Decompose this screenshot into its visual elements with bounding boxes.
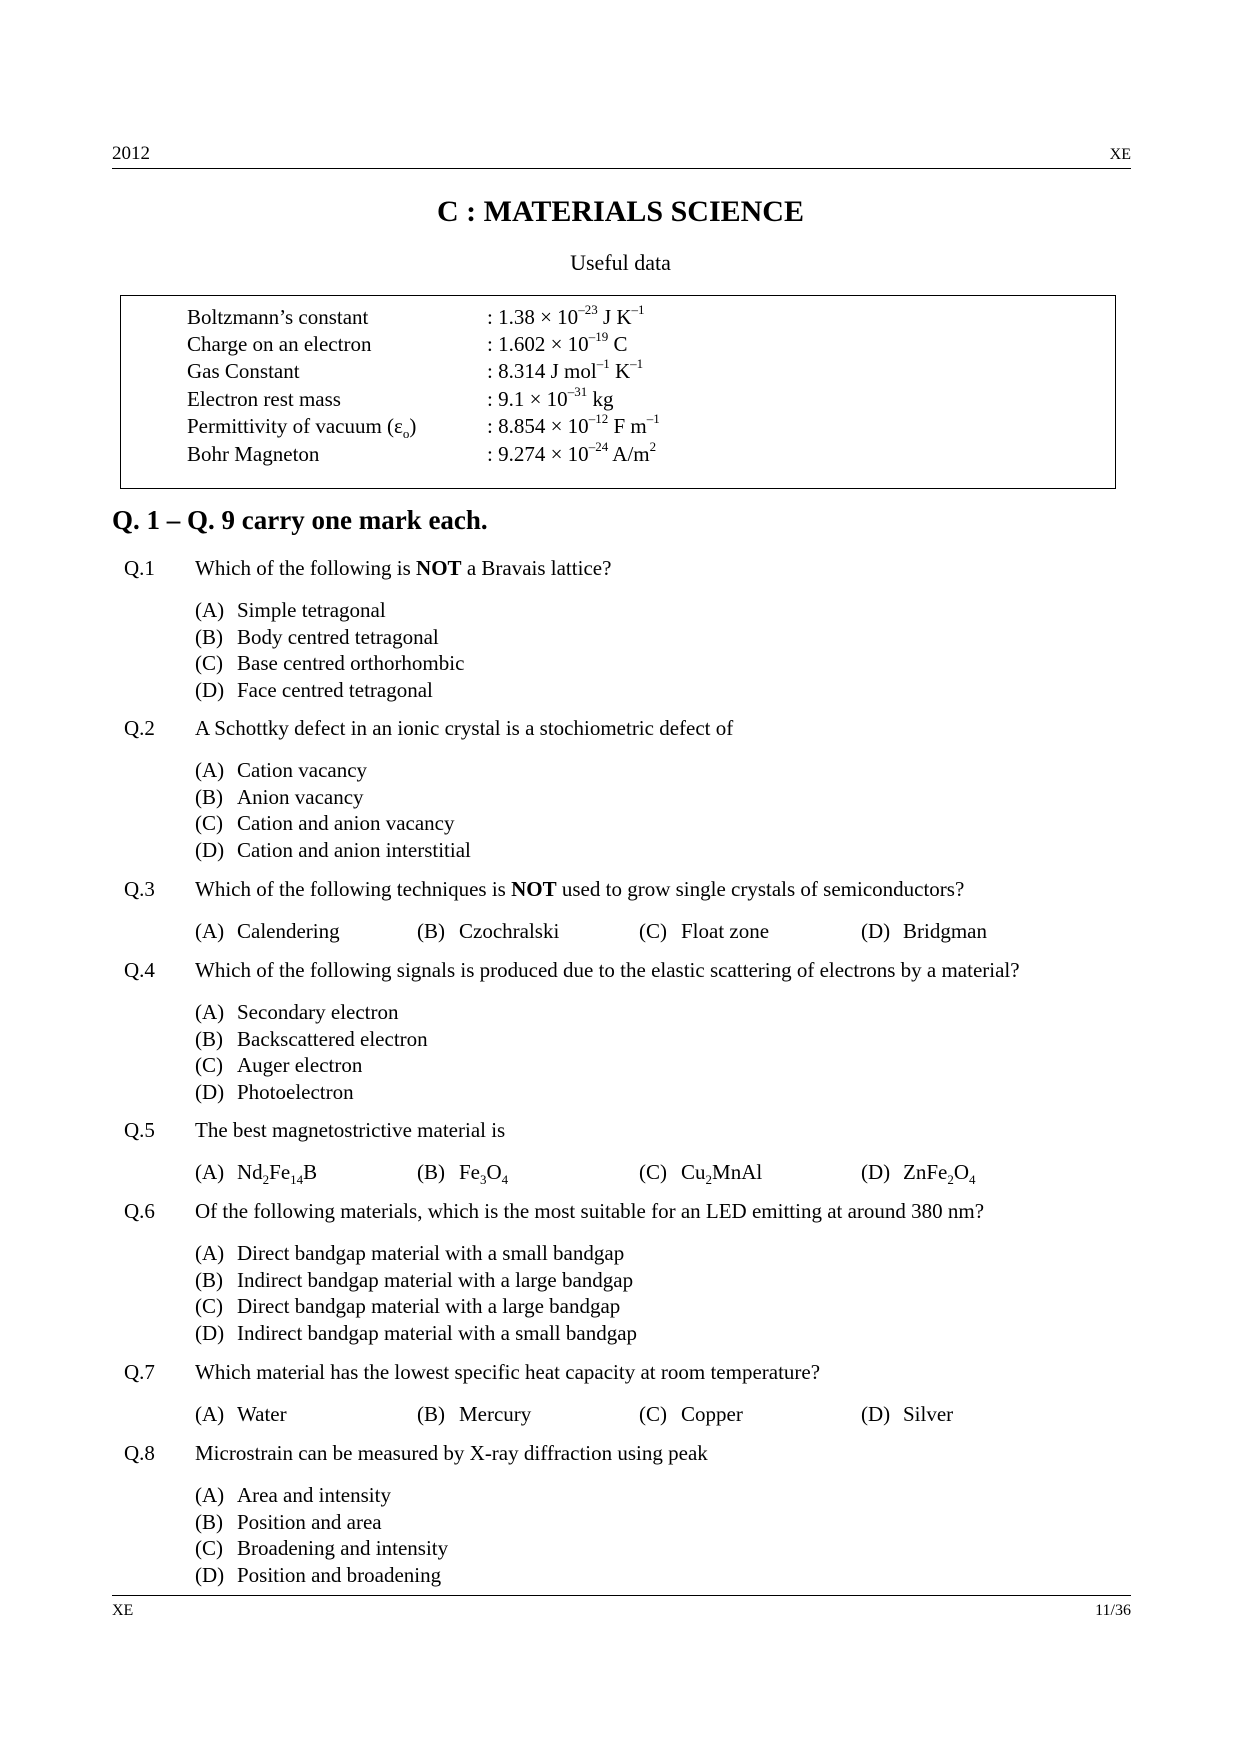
question-text: A Schottky defect in an ionic crystal is a stochiometric defect of xyxy=(195,716,734,740)
option: (B) Anion vacancy xyxy=(195,784,364,809)
question-number: Q.4 xyxy=(124,958,155,982)
constant-row xyxy=(187,439,657,467)
options-list xyxy=(195,758,471,864)
constant-value: : $9.274 \times 10^{-24}$ $A/m^2$ xyxy=(487,439,657,466)
constant-value: : $9.1 \times 10^{-31}$ kg xyxy=(487,384,614,411)
option: (D) Position and broadening xyxy=(195,1562,442,1587)
constant-name: Permittivity of vacuum $(\varepsilon_o)$ xyxy=(187,414,417,442)
option: (B) Backscattered electron xyxy=(195,1026,428,1051)
option: (D) Bridgman xyxy=(861,919,987,943)
question-text: Which material has the lowest specific heat capacity at room temperature? xyxy=(195,1360,821,1384)
question-number: Q.7 xyxy=(124,1360,155,1384)
question-number: Q.3 xyxy=(124,877,155,901)
constant-row xyxy=(187,356,644,384)
footer-paper-code: XE xyxy=(112,1602,134,1619)
option: (C) Auger electron xyxy=(195,1053,363,1077)
option: (C) Float zone xyxy=(639,919,770,943)
constant-row xyxy=(187,302,645,330)
option: (B) Indirect bandgap material with a large bandgap xyxy=(195,1267,634,1292)
useful-data-box xyxy=(120,295,1116,489)
option: (C) Cation and anion vacancy xyxy=(195,811,455,835)
question-number: Q.8 xyxy=(124,1441,155,1465)
option: (C) Base centred orthorhombic xyxy=(195,651,465,675)
option: (B) $Fe_3O_4$ xyxy=(417,1160,509,1188)
option: (C) Direct bandgap material with a large bandgap xyxy=(195,1294,621,1318)
constant-row xyxy=(187,411,660,442)
option: (D) Cation and anion interstitial xyxy=(195,837,471,862)
option: (A) Secondary electron xyxy=(195,1000,399,1024)
question-text: Which of the following techniques is NOT used to grow single crystals of semiconductors? xyxy=(195,877,965,901)
header-year: 2012 xyxy=(112,143,150,164)
option: (D) Silver xyxy=(861,1402,954,1426)
option: (D) Indirect bandgap material with a small bandgap xyxy=(195,1320,638,1345)
option: (B) Mercury xyxy=(417,1402,532,1426)
options-list xyxy=(195,598,464,704)
option: (C) Copper xyxy=(639,1402,743,1426)
constant-name: Electron rest mass xyxy=(187,387,341,411)
useful-data-heading: Useful data xyxy=(570,250,671,275)
option: (A) Cation vacancy xyxy=(195,758,368,782)
footer-page-number: 11/36 xyxy=(1095,1602,1131,1619)
option: (A) Direct bandgap material with a small bandgap xyxy=(195,1241,625,1265)
question-number: Q.5 xyxy=(124,1118,155,1142)
question-text: The best magnetostrictive material is xyxy=(195,1118,506,1142)
options-list xyxy=(195,1483,448,1589)
option: (D) Face centred tetragonal xyxy=(195,677,433,702)
footer-rule xyxy=(112,1595,1131,1596)
option: (D) $ZnFe_2O_4$ xyxy=(861,1160,976,1188)
question-text: Which of the following is NOT a Bravais lattice? xyxy=(195,556,612,580)
option: (B) Position and area xyxy=(195,1509,382,1534)
option: (C) Broadening and intensity xyxy=(195,1536,449,1560)
question-text: Which of the following signals is produced due to the elastic scattering of electrons by a material? xyxy=(195,958,1020,982)
constant-value: : $1.38 \times 10^{-23}$ J $K^{-1}$ xyxy=(487,302,645,329)
section-heading: Q. 1 – Q. 9 carry one mark each. xyxy=(112,505,488,535)
question-number: Q.1 xyxy=(124,556,155,580)
header-rule xyxy=(112,168,1131,169)
question-number: Q.6 xyxy=(124,1199,155,1223)
constant-name: Boltzmann’s constant xyxy=(187,305,369,329)
constant-value: : $8.854 \times 10^{-12}$ F $m^{-1}$ xyxy=(487,411,660,438)
option: (A) Area and intensity xyxy=(195,1483,391,1507)
constant-value: : $1.602 \times 10^{-19}$ C xyxy=(487,329,628,356)
option: (D) Photoelectron xyxy=(195,1079,354,1104)
option: (C) $Cu_2MnAl$ xyxy=(639,1160,763,1188)
question-text: Microstrain can be measured by X-ray diffraction using peak xyxy=(195,1441,708,1465)
constant-name: Charge on an electron xyxy=(187,332,372,356)
options-list xyxy=(195,1000,428,1106)
constant-value: : 8.314 J mol$^{-1}$ $K^{-1}$ xyxy=(487,356,644,383)
constant-row xyxy=(187,384,614,412)
option: (B) Czochralski xyxy=(417,919,560,943)
option: (A) Water xyxy=(195,1402,287,1426)
page-title: C : MATERIALS SCIENCE xyxy=(436,195,804,228)
header-paper-code: XE xyxy=(1109,146,1131,163)
constant-row xyxy=(187,329,628,357)
option: (A) $Nd_2Fe_{14}B$ xyxy=(195,1160,318,1188)
option: (A) Calendering xyxy=(195,919,340,943)
options-list xyxy=(195,1241,637,1347)
option: (B) Body centred tetragonal xyxy=(195,624,439,649)
question-number: Q.2 xyxy=(124,716,155,740)
question-text: Of the following materials, which is the most suitable for an LED emitting at around 380 nm? xyxy=(195,1199,985,1223)
constant-name: Bohr Magneton xyxy=(187,442,320,466)
constant-name: Gas Constant xyxy=(187,359,300,383)
option: (A) Simple tetragonal xyxy=(195,598,386,622)
